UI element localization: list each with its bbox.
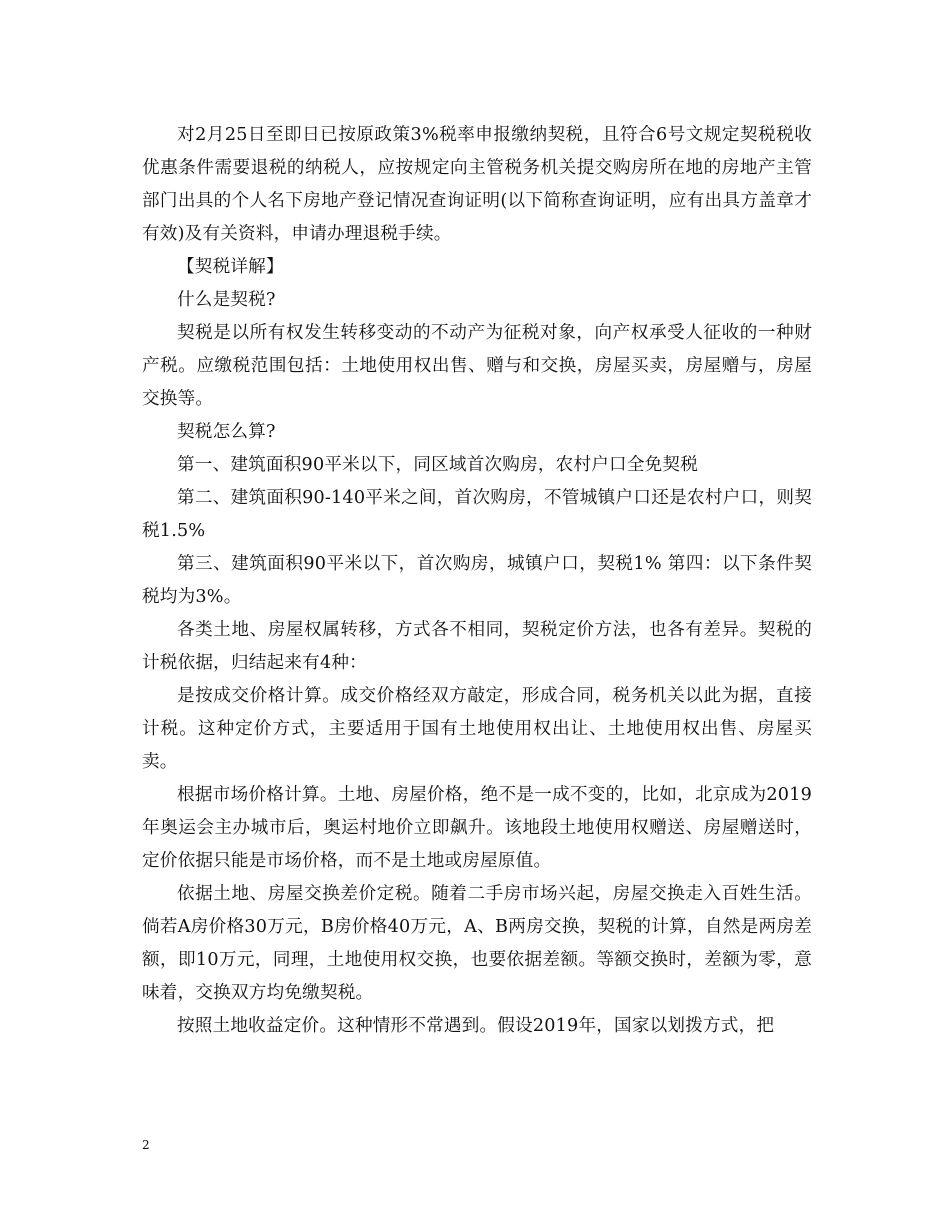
paragraph-market-price: 根据市场价格计算。土地、房屋价格，绝不是一成不变的，比如，北京成为2019年奥运会主办城市后，奥运村地价立即飙升。该地段土地使用权赠送、房屋赠送时，定价依据只能是市场价格，而不是土地或房屋原值。 [142, 785, 812, 871]
question-what-is-deed-tax: 什么是契税? [177, 290, 276, 310]
paragraph-transaction-price: 是按成交价格计算。成交价格经双方敲定，形成合同，税务机关以此为据，直接计税。这种定价方式，主要适用于国有土地使用权出让、土地使用权出售、房屋买卖。 [142, 686, 812, 772]
rule-first: 第一、建筑面积90平米以下，同区域首次购房，农村户口全免契税 [177, 455, 699, 475]
page-number: 2 [142, 1138, 150, 1152]
paragraph-tax-basis-intro: 各类土地、房屋权属转移，方式各不相同，契税定价方法，也各有差异。契税的计税依据，归结起来有4种： [142, 620, 812, 673]
paragraph-land-income: 按照土地收益定价。这种情形不常遇到。假设2019年，国家以划拨方式，把 [177, 1016, 775, 1036]
rule-third-fourth: 第三、建筑面积90平米以下，首次购房，城镇户口，契税1% 第四：以下条件契税均为3%。 [142, 554, 812, 607]
paragraph-deed-tax-definition: 契税是以所有权发生转移变动的不动产为征税对象，向产权承受人征收的一种财产税。应缴税范围包括：土地使用权出售、赠与和交换，房屋买卖，房屋赠与，房屋交换等。 [142, 323, 812, 409]
paragraph-tax-refund: 对2月25日至即日已按原政策3%税率申报缴纳契税，且符合6号文规定契税税收优惠条件需要退税的纳税人，应按规定向主管税务机关提交购房所在地的房地产主管部门出具的个人名下房地产登记情况查询证明(以下简称查询证明，应有出具方盖章才有效)及有关资料，申请办理退税手续。 [142, 125, 812, 244]
document-body [142, 119, 812, 1043]
section-heading-deed-tax-explained: 【契税详解】 [177, 257, 284, 277]
rule-second: 第二、建筑面积90-140平米之间，首次购房，不管城镇户口还是农村户口，则契税1.5% [142, 488, 812, 541]
question-how-to-calculate: 契税怎么算? [177, 422, 276, 442]
paragraph-exchange-difference: 依据土地、房屋交换差价定税。随着二手房市场兴起，房屋交换走入百姓生活。倘若A房价格30万元，B房价格40万元，A、B两房交换，契税的计算，自然是两房差额，即10万元，同理，土地使用权交换，也要依据差额。等额交换时，差额为零，意味着，交换双方均免缴契税。 [142, 884, 812, 1003]
